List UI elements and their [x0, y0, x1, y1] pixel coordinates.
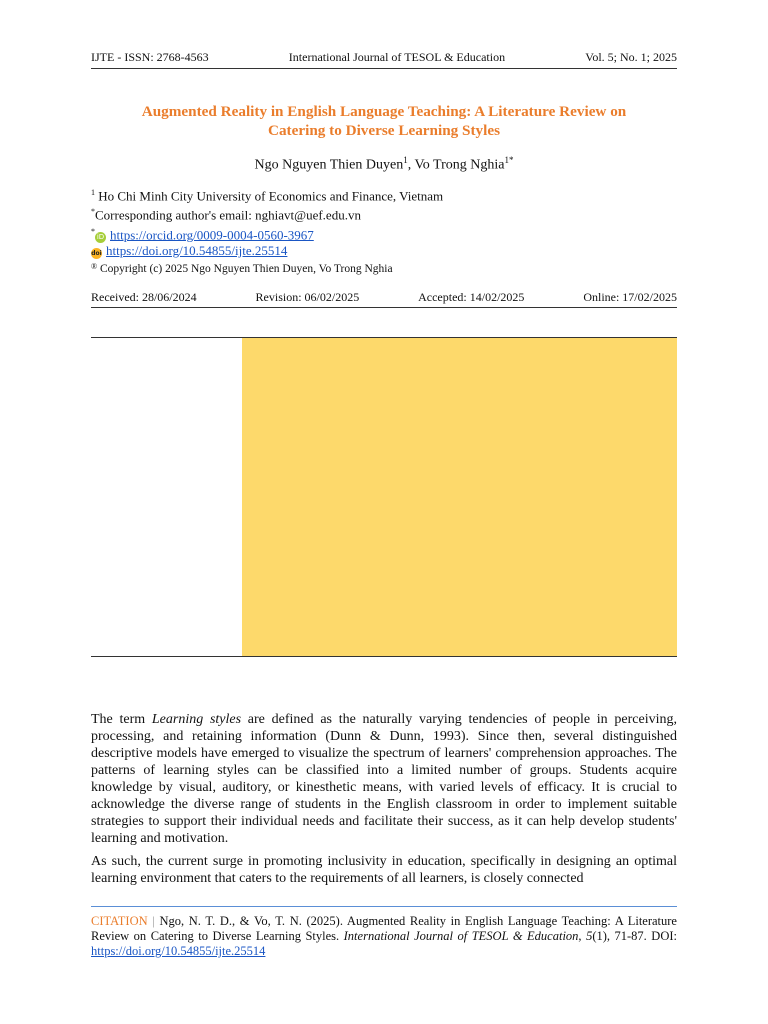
citation-journal: International Journal of TESOL & Education	[343, 929, 579, 943]
date-online: Online: 17/02/2025	[583, 290, 677, 304]
affiliation-line	[91, 185, 677, 204]
p1-start: The term	[91, 712, 152, 727]
citation-text: Ngo, N. T. D., & Vo, T. N. (2025). Augmented Reality in English Language Teaching: A Literature Review on Catering to Diverse Learning Styles.	[91, 914, 677, 943]
author-1-affil: 1	[403, 155, 408, 165]
copyright-icon: ®	[91, 262, 98, 271]
affiliation-sup: 1	[91, 188, 95, 197]
citation-volume: 5	[586, 929, 593, 943]
citation-rest: (1), 71-87. DOI:	[592, 929, 677, 943]
orcid-icon: iD	[96, 232, 105, 241]
paper-title	[91, 103, 677, 140]
abstract-box	[91, 337, 677, 657]
header-issn: IJTE - ISSN: 2768-4563	[91, 50, 209, 64]
copyright-line	[91, 262, 677, 275]
doi-link[interactable]: https://doi.org/10.54855/ijte.25514	[106, 242, 288, 258]
date-revision: Revision: 06/02/2025	[255, 290, 360, 304]
citation-doi-link[interactable]: https://doi.org/10.54855/ijte.25514	[91, 944, 266, 958]
corresponding-line	[91, 204, 677, 223]
corresponding-email: Corresponding author's email: nghiavt@uef.edu.vn	[95, 207, 361, 223]
date-received: Received: 28/06/2024	[91, 290, 197, 304]
citation-separator: |	[147, 914, 160, 928]
citation-comma: ,	[578, 929, 587, 943]
paragraph-1	[91, 711, 677, 847]
header-journal: International Journal of TESOL & Education	[288, 50, 506, 64]
date-accepted: Accepted: 14/02/2025	[418, 290, 525, 304]
title-line-1: Augmented Reality in English Language Teaching: A Literature Review on	[141, 103, 627, 120]
citation-label: CITATION	[91, 914, 148, 928]
orcid-line	[91, 224, 677, 243]
publication-dates	[91, 290, 677, 308]
title-line-2: Catering to Diverse Learning Styles	[268, 121, 500, 139]
orcid-link[interactable]: https://orcid.org/0009-0004-0560-3967	[110, 226, 314, 242]
p1-italic-term: Learning styles	[151, 712, 242, 727]
citation-block	[91, 914, 677, 959]
doi-line	[91, 243, 677, 259]
citation-divider	[91, 906, 677, 907]
corresponding-sup: *	[91, 207, 95, 217]
author-1: Ngo Nguyen Thien Duyen	[254, 157, 404, 173]
doi-icon: doi	[91, 249, 102, 257]
paragraph-2: As such, the current surge in promoting inclusivity in education, specifically in designing an optimal learning environment that caters to the requirements of all learners, is closely connected	[91, 854, 677, 886]
running-header	[91, 50, 677, 69]
copyright-text: Copyright (c) 2025 Ngo Nguyen Thien Duyen, Vo Trong Nghia	[99, 263, 393, 275]
author-separator: ,	[407, 157, 415, 173]
body-text	[91, 711, 677, 893]
p1-rest: are defined as the naturally varying tendencies of people in perceiving, processing, and retaining information (Dunn & Dunn, 1993). Since then, several distinguished descriptive models have emerged to visualize the spectrum of learners' comprehension approaches. The patterns of learning styles can be classified into a limited number of groups. Students acquire knowledge by visual, auditory, or kinesthetic means, with varied levels of efficacy. It is crucial to acknowledge the diverse range of students in the English classroom in order to implement suitable strategies to support their individual needs and facilitate their success, as it can help develop students' learning and motivation.	[91, 712, 677, 846]
author-list	[91, 155, 677, 174]
header-volume: Vol. 5; No. 1; 2025	[585, 50, 677, 64]
abstract-highlight	[242, 338, 677, 656]
author-2-affil: 1*	[504, 155, 514, 165]
orcid-sup: *	[91, 226, 95, 236]
author-2: Vo Trong Nghia	[414, 157, 505, 173]
affiliation-block	[91, 185, 677, 259]
affiliation-text: Ho Chi Minh City University of Economics and Finance, Vietnam	[95, 188, 444, 204]
